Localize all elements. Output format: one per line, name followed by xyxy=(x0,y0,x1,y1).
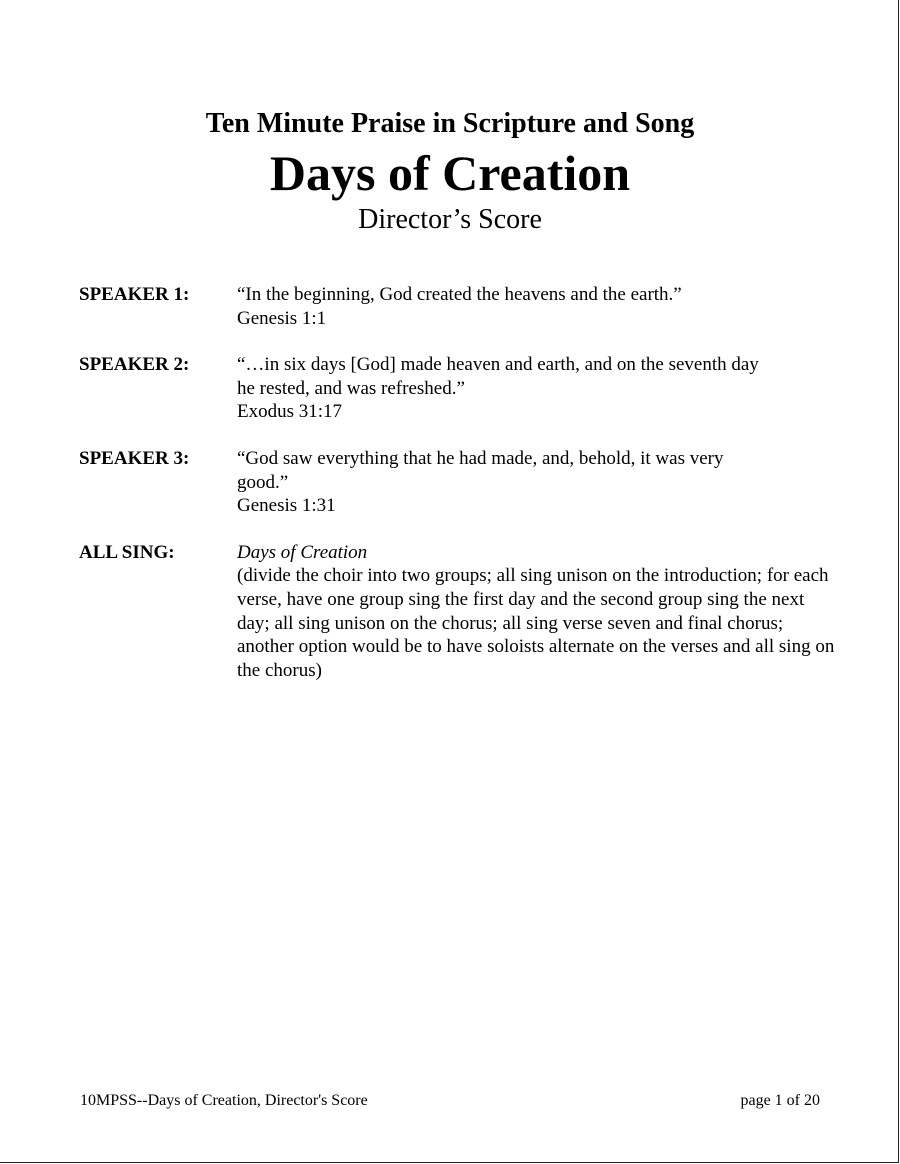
script-entries xyxy=(79,283,839,705)
entry-speaker-3 xyxy=(79,447,839,518)
page-title: Days of Creation xyxy=(269,145,631,201)
role-label: ALL SING: xyxy=(79,541,175,563)
entry-content xyxy=(237,353,777,424)
series-title: Ten Minute Praise in Scripture and Song xyxy=(205,108,695,139)
scripture-quote: “…in six days [God] made heaven and earth, and on the seventh day he rested, and was refreshed.” xyxy=(237,354,759,399)
scripture-reference: Exodus 31:17 xyxy=(237,401,343,423)
role-label: SPEAKER 1: xyxy=(79,284,190,305)
entry-content xyxy=(237,541,839,683)
role-label: SPEAKER 3: xyxy=(79,447,190,469)
scripture-quote: “God saw everything that he had made, and, behold, it was very good.” xyxy=(237,447,724,493)
entry-content xyxy=(237,447,777,518)
page-subtitle: Director’s Score xyxy=(358,204,542,235)
document-header xyxy=(0,104,900,238)
footer-page-number: page 1 of 20 xyxy=(740,1092,820,1109)
footer-document-name: 10MPSS--Days of Creation, Director's Score xyxy=(80,1092,368,1109)
scripture-quote: “In the beginning, God created the heavens and the earth.” xyxy=(237,284,682,305)
song-title: Days of Creation xyxy=(237,541,368,563)
role-label: SPEAKER 2: xyxy=(79,354,190,376)
scripture-reference: Genesis 1:1 xyxy=(237,307,327,329)
scripture-reference: Genesis 1:31 xyxy=(237,495,336,517)
entry-all-sing xyxy=(79,541,839,683)
entry-content xyxy=(237,283,839,330)
entry-speaker-1 xyxy=(79,283,839,330)
entry-speaker-2 xyxy=(79,353,839,424)
song-instructions: (divide the choir into two groups; all sing unison on the introduction; for each verse, have one group sing the first day and the second group sing the next day; all sing unison on the chorus; all sing verse seven and final chorus; another option would be to have soloists alternate on the verses and all sing on the chorus) xyxy=(237,565,835,681)
